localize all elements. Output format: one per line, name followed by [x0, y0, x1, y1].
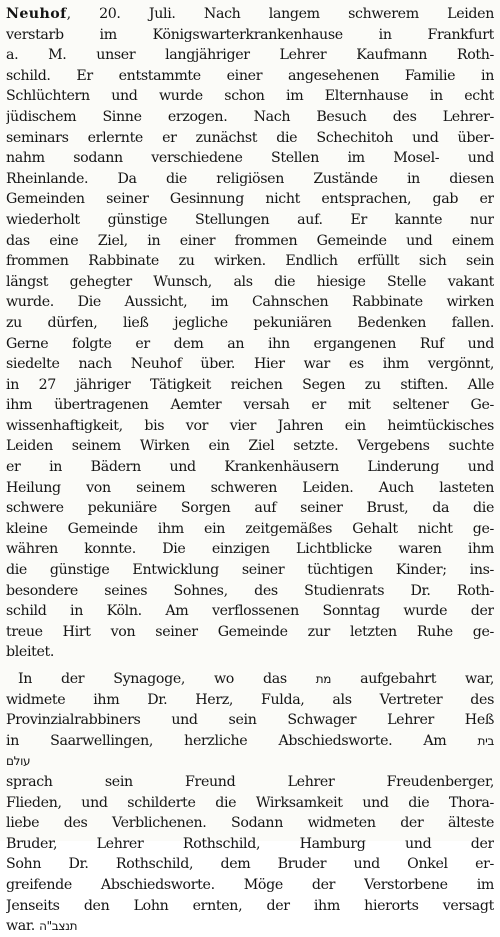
hebrew-term: עולם: [6, 754, 31, 769]
dateline-place: Neuhof: [6, 6, 67, 22]
text-run: bleitet.: [6, 644, 55, 661]
text-line: [6, 560, 494, 581]
article-paragraph: [6, 4, 494, 663]
text-line: [6, 189, 494, 210]
text-run: die günstige Entwicklung seiner tüchtigen Kinder; ins-: [6, 562, 494, 579]
text-run: , 20. Juli. Nach langem schwerem Leiden: [66, 6, 494, 22]
text-line: [6, 107, 494, 128]
text-line: [6, 148, 494, 169]
text-line: [6, 539, 494, 560]
text-run: In der Synagoge, wo das: [18, 671, 316, 687]
text-line: [6, 313, 494, 334]
hebrew-term: מת: [315, 672, 332, 686]
hebrew-term: בית: [477, 733, 494, 748]
text-line: [6, 478, 494, 499]
text-run: Jenseits den Lohn ernten, der ihm hierorts versagt: [6, 897, 494, 914]
text-run: Schlüchtern und wurde schon im Elternhause in echt: [6, 88, 494, 105]
text-run: er in Bädern und Krankenhäusern Linderung und: [6, 459, 494, 476]
text-run: siedelte nach Neuhof über. Hier war es ihm vergönnt,: [6, 356, 494, 373]
text-line: [6, 169, 494, 190]
text-line: [6, 272, 494, 293]
text-run: war.: [6, 918, 40, 935]
text-run: währen konnte. Die einzigen Lichtblicke waren ihm: [6, 541, 494, 558]
text-line: [6, 916, 494, 937]
text-line: [6, 854, 494, 875]
text-run: jüdischem Sinne erzogen. Nach Besuch des Lehrer-: [6, 108, 494, 125]
text-line: [6, 66, 494, 87]
text-line: [6, 690, 494, 711]
text-run: aufgebahrt war,: [331, 671, 494, 687]
text-line: [6, 395, 494, 416]
text-line: [6, 751, 494, 772]
text-run: frommen Rabbinate zu wirken. Endlich erfüllt sich sein: [6, 253, 494, 270]
text-line: [6, 334, 494, 355]
text-run: Flieden, und schilderte die Wirksamkeit und die Thora-: [6, 794, 494, 811]
text-run: treue Hirt von seiner Gemeinde zur letzten Ruhe ge-: [6, 623, 494, 640]
text-line: [6, 669, 494, 690]
text-line: [6, 896, 494, 917]
text-run: schwere pekuniäre Sorgen auf seiner Brust, da die: [6, 500, 494, 517]
text-run: besondere seines Sohnes, des Studienrats Dr. Roth-: [6, 582, 494, 599]
text-run: Bruder, Lehrer Rothschild, Hamburg und der: [6, 835, 494, 852]
text-line: [6, 251, 494, 272]
text-line: [6, 581, 494, 602]
text-line: [6, 642, 494, 663]
text-line: [6, 45, 494, 66]
text-run: schild. Er entstammte einer angesehenen Familie in: [6, 67, 494, 84]
text-line: [6, 731, 494, 752]
text-run: greifende Abschiedsworte. Möge der Verstorbene im: [6, 876, 494, 893]
text-run: wurde. Die Aussicht, im Cahnschen Rabbinate wirken: [6, 294, 494, 311]
text-run: seminars erlernte er zunächst die Schechitoh und über-: [6, 129, 494, 146]
text-line: [6, 86, 494, 107]
text-run: Provinzialrabbiners und sein Schwager Lehrer Heß: [6, 712, 494, 729]
text-line: [6, 416, 494, 437]
text-run: nahm sodann verschiedene Stellen im Mosel- und: [6, 150, 494, 167]
text-line: [6, 4, 494, 25]
text-line: [6, 128, 494, 149]
text-line: [6, 622, 494, 643]
text-run: liebe des Verblichenen. Sodann widmeten der älteste: [6, 815, 494, 832]
text-line: [6, 875, 494, 896]
obituary-article: [6, 4, 494, 937]
text-line: [6, 834, 494, 855]
text-line: [6, 813, 494, 834]
text-line: [6, 375, 494, 396]
text-run: Gerne folgte er dem an ihn ergangenen Ruf und: [6, 335, 494, 352]
article-paragraph: [6, 669, 494, 937]
text-line: [6, 25, 494, 46]
text-run: längst gehegter Wunsch, als die hiesige Stelle vakant: [6, 273, 494, 290]
text-line: [6, 519, 494, 540]
text-run: Rheinlande. Da die religiösen Zustände in diesen: [6, 170, 494, 187]
text-run: zu dürfen, ließ jegliche pekuniären Bedenken fallen.: [6, 314, 494, 331]
text-run: in 27 jähriger Tätigkeit reichen Segen zu stiften. Alle: [6, 376, 494, 393]
text-line: [6, 457, 494, 478]
text-line: [6, 292, 494, 313]
text-run: Heilung von seinem schweren Leiden. Auch lasteten: [6, 479, 494, 496]
text-line: [6, 231, 494, 252]
hebrew-term: תנצב"ה: [39, 919, 78, 934]
text-line: [6, 498, 494, 519]
text-line: [6, 210, 494, 231]
text-line: [6, 436, 494, 457]
text-run: Sohn Dr. Rothschild, dem Bruder und Onkel er-: [6, 856, 494, 873]
text-run: sprach sein Freund Lehrer Freudenberger,: [6, 773, 494, 790]
text-run: verstarb im Königswarterkrankenhause in Frankfurt: [6, 26, 494, 43]
text-line: [6, 793, 494, 814]
text-run: ihm übertragenen Aemter versah er mit seltener Ge-: [6, 397, 494, 414]
text-run: a. M. unser langjähriger Lehrer Kaufmann Roth-: [6, 47, 494, 64]
text-run: wissenhaftigkeit, bis vor vier Jahren ein heimtückisches: [6, 417, 494, 434]
text-line: [6, 710, 494, 731]
text-line: [6, 354, 494, 375]
text-line: [6, 601, 494, 622]
text-run: kleine Gemeinde ihm ein zeitgemäßes Gehalt nicht ge-: [6, 520, 494, 537]
text-run: Gemeinden seiner Gesinnung nicht entsprachen, gab er: [6, 191, 494, 208]
text-run: schild in Köln. Am verflossenen Sonntag wurde der: [6, 603, 494, 620]
text-line: [6, 772, 494, 793]
text-run: wiederholt günstige Stellungen auf. Er kannte nur: [6, 211, 494, 228]
text-run: das eine Ziel, in einer frommen Gemeinde und einem: [6, 232, 494, 249]
text-run: in Saarwellingen, herzliche Abschiedsworte. Am: [6, 732, 478, 749]
text-run: Leiden seinem Wirken ein Ziel setzte. Vergebens suchte: [6, 438, 494, 455]
text-run: widmete ihm Dr. Herz, Fulda, als Vertreter des: [6, 691, 494, 708]
